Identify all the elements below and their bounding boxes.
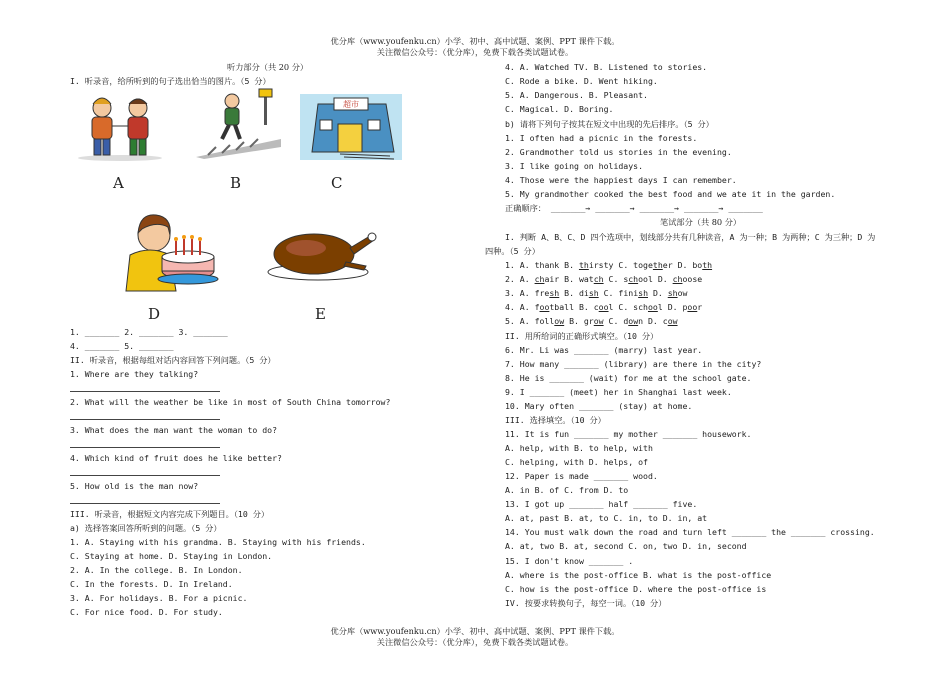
phonics-text: 5. A. foll <box>505 316 555 326</box>
part2-answer-line-3[interactable] <box>70 447 220 448</box>
part2-question-2: 2. What will the weather be like in most of South China tomorrow? <box>70 397 391 407</box>
phonics-text: r <box>697 302 703 312</box>
part3a-line: 2. A. In the college. B. In London. <box>70 565 243 575</box>
phonics-text: tball <box>549 302 579 312</box>
fill-in-question[interactable]: 9. I _______ (meet) her in Shanghai last week. <box>505 387 732 397</box>
picture-label-a: A <box>113 174 124 192</box>
phonics-underlined-letters: ch <box>593 274 604 284</box>
phonics-underlined-letters: ow <box>667 316 678 326</box>
phonics-text: ool <box>638 274 658 284</box>
phonics-question-3 <box>505 288 687 299</box>
part1-answer-blanks-1-3[interactable]: 1. _______ 2. _______ 3. _______ <box>70 327 228 337</box>
written-part4-title: IV. 按要求转换句子，每空一词。（10 分） <box>505 598 667 608</box>
phonics-text: B. c <box>578 302 599 312</box>
part3a-line: 1. A. Staying with his grandma. B. Staying with his friends. <box>70 537 366 547</box>
picture-e-roast-turkey <box>266 222 378 282</box>
store-sign-text: 超市 <box>343 100 359 109</box>
phonics-text: B. wat <box>564 274 594 284</box>
picture-d-birthday-cake <box>120 205 220 293</box>
picture-a-two-boys <box>70 90 170 162</box>
picture-label-e: E <box>315 305 326 323</box>
phonics-text: B. gr <box>569 316 594 326</box>
phonics-underlined-letters: ow <box>628 316 639 326</box>
choice-line: A. where is the post-office B. what is the post-office <box>505 570 772 580</box>
choice-line: A. at, two B. at, second C. on, two D. in, second <box>505 541 747 551</box>
phonics-text: 1. A. <box>505 260 535 270</box>
phonics-question-2 <box>505 274 702 285</box>
choice-line: 15. I don't know _______ . <box>505 556 634 566</box>
listening-section-title: 听力部分（共 20 分） <box>227 62 309 72</box>
phonics-text: ank <box>544 260 565 270</box>
phonics-text: C. sch <box>618 302 648 312</box>
part3b-title: b) 请将下列句子按其在短文中出现的先后排序。（5 分） <box>505 119 714 129</box>
picture-b-boy-crossing <box>186 87 286 159</box>
part3a-line: 4. A. Watched TV. B. Listened to stories. <box>505 62 708 72</box>
phonics-underlined-letters: th <box>578 260 589 270</box>
choice-line: 14. You must walk down the road and turn left _______ the _______ crossing. <box>505 527 875 537</box>
part3b-sentence: 3. I like going on holidays. <box>505 161 644 171</box>
phonics-underlined-letters: sh <box>588 288 599 298</box>
phonics-text: C. fini <box>603 288 639 298</box>
phonics-text: D. p <box>667 302 688 312</box>
phonics-text: C. s <box>608 274 629 284</box>
phonics-underlined-letters: ch <box>672 274 683 284</box>
choice-line: A. at, past B. at, to C. in, to D. in, at <box>505 513 708 523</box>
phonics-text: irsty <box>588 260 619 270</box>
part2-answer-line-1[interactable] <box>70 391 220 392</box>
phonics-text: oose <box>682 274 703 284</box>
written-section-title: 笔试部分（共 80 分） <box>660 217 742 227</box>
written-part3-title: III. 选择填空。（10 分） <box>505 415 606 425</box>
phonics-underlined-letters: sh <box>549 288 560 298</box>
written-part1-title-cont: 四种。（5 分） <box>485 246 540 256</box>
phonics-text: air <box>544 274 565 284</box>
order-answer-line[interactable]: 正确顺序： _______→ _______→ _______→ _______→ _______ <box>505 203 763 213</box>
footer-line-1: 优分库（www.youfenku.cn）小学、初中、高中试题、案例、PPT 课件下载。 <box>330 626 620 636</box>
choice-line: A. in B. of C. from D. to <box>505 485 629 495</box>
part3-title: III. 听录音，根据短文内容完成下列题目。（10 分） <box>70 509 270 519</box>
phonics-text: D. c <box>647 316 668 326</box>
phonics-text: B. <box>564 260 579 270</box>
picture-label-c: C <box>331 174 343 192</box>
phonics-text: 3. A. fre <box>505 288 550 298</box>
part3a-title: a) 选择答案回答所听到的问题。（5 分） <box>70 523 222 533</box>
part3b-sentence: 1. I often had a picnic in the forests. <box>505 133 698 143</box>
phonics-text: n <box>638 316 648 326</box>
phonics-question-1 <box>505 260 712 271</box>
picture-c-supermarket <box>300 94 402 160</box>
phonics-underlined-letters: th <box>702 260 713 270</box>
phonics-underlined-letters: oo <box>598 302 609 312</box>
part2-answer-line-5[interactable] <box>70 503 220 504</box>
phonics-text: l <box>657 302 668 312</box>
phonics-underlined-letters: oo <box>539 302 550 312</box>
fill-in-question[interactable]: 6. Mr. Li was _______ (marry) last year. <box>505 345 703 355</box>
phonics-underlined-letters: sh <box>667 288 678 298</box>
part3a-line: C. In the forests. D. In Ireland. <box>70 579 233 589</box>
part3a-line: 3. A. For holidays. B. For a picnic. <box>70 593 248 603</box>
phonics-underlined-letters: ow <box>593 316 604 326</box>
part2-question-4: 4. Which kind of fruit does he like better? <box>70 453 282 463</box>
phonics-text: 4. A. f <box>505 302 540 312</box>
footer-line-2: 关注微信公众号：（优分库），免费下载各类试题试卷。 <box>376 637 574 647</box>
part3a-line: 5. A. Dangerous. B. Pleasant. <box>505 90 648 100</box>
written-part1-title: I. 判断 A、B、C、D 四个选项中，划线部分共有几种读音，A 为一种；B 为两种；C 为三种；D 为 <box>505 232 876 242</box>
phonics-text: l <box>608 302 619 312</box>
fill-in-question[interactable]: 7. How many _______ (library) are there in the city? <box>505 359 762 369</box>
header-line-2: 关注微信公众号：（优分库），免费下载各类试题试卷。 <box>376 47 574 57</box>
phonics-text: D. <box>652 288 668 298</box>
phonics-text: th <box>534 260 545 270</box>
picture-label-d: D <box>148 305 161 323</box>
phonics-question-4 <box>505 302 702 313</box>
choice-line: 13. I got up _______ half _______ five. <box>505 499 698 509</box>
phonics-underlined-letters: th <box>652 260 663 270</box>
part3b-sentence: 5. My grandmother cooked the best food and we ate it in the garden. <box>505 189 836 199</box>
phonics-text: D. <box>657 274 673 284</box>
part3a-line: C. Staying at home. D. Staying in London. <box>70 551 273 561</box>
choice-line: 12. Paper is made _______ wood. <box>505 471 658 481</box>
phonics-underlined-letters: ch <box>628 274 639 284</box>
part3a-line: C. Magical. D. Boring. <box>505 104 614 114</box>
part2-question-3: 3. What does the man want the woman to do? <box>70 425 278 435</box>
phonics-text: er <box>662 260 678 270</box>
phonics-text: ow <box>677 288 688 298</box>
phonics-underlined-letters: oo <box>647 302 658 312</box>
part2-answer-line-4[interactable] <box>70 475 220 476</box>
choice-line: A. help, with B. to help, with <box>505 443 653 453</box>
part2-title: II. 听录音，根据每组对话内容回答下列问题。（5 分） <box>70 355 276 365</box>
fill-in-question[interactable]: 8. He is _______ (wait) for me at the school gate. <box>505 373 752 383</box>
part2-question-1: 1. Where are they talking? <box>70 369 199 379</box>
phonics-question-5 <box>505 316 678 327</box>
fill-in-question[interactable]: 10. Mary often _______ (stay) at home. <box>505 401 693 411</box>
part3b-sentence: 2. Grandmother told us stories in the evening. <box>505 147 732 157</box>
phonics-underlined-letters: ow <box>554 316 565 326</box>
part2-answer-line-2[interactable] <box>70 419 220 420</box>
phonics-text: C. toge <box>618 260 653 270</box>
phonics-underlined-letters: sh <box>638 288 648 298</box>
part1-answer-blanks-4-5[interactable]: 4. _______ 5. _______ <box>70 341 174 351</box>
phonics-underlined-letters: ch <box>534 274 545 284</box>
choice-line: C. helping, with D. helps, of <box>505 457 648 467</box>
choice-line: C. how is the post-office D. where the post-office is <box>505 584 767 594</box>
part3a-line: C. For nice food. D. For study. <box>70 607 223 617</box>
written-part2-title: II. 用所给词的正确形式填空。（10 分） <box>505 331 659 341</box>
phonics-underlined-letters: oo <box>687 302 698 312</box>
part3b-sentence: 4. Those were the happiest days I can remember. <box>505 175 737 185</box>
phonics-text: B. di <box>564 288 589 298</box>
picture-label-b: B <box>230 174 242 192</box>
part2-question-5: 5. How old is the man now? <box>70 481 199 491</box>
part1-title: I. 听录音，给所听到的句子选出恰当的图片。（5 分） <box>70 76 271 86</box>
part3a-line: C. Rode a bike. D. Went hiking. <box>505 76 658 86</box>
header-line-1: 优分库（www.youfenku.cn）小学、初中、高中试题、案例、PPT 课件下载。 <box>330 36 620 46</box>
phonics-text: C. d <box>608 316 629 326</box>
phonics-text: 2. A. <box>505 274 535 284</box>
phonics-text: D. bo <box>677 260 703 270</box>
choice-line: 11. It is fun _______ my mother _______ housework. <box>505 429 752 439</box>
